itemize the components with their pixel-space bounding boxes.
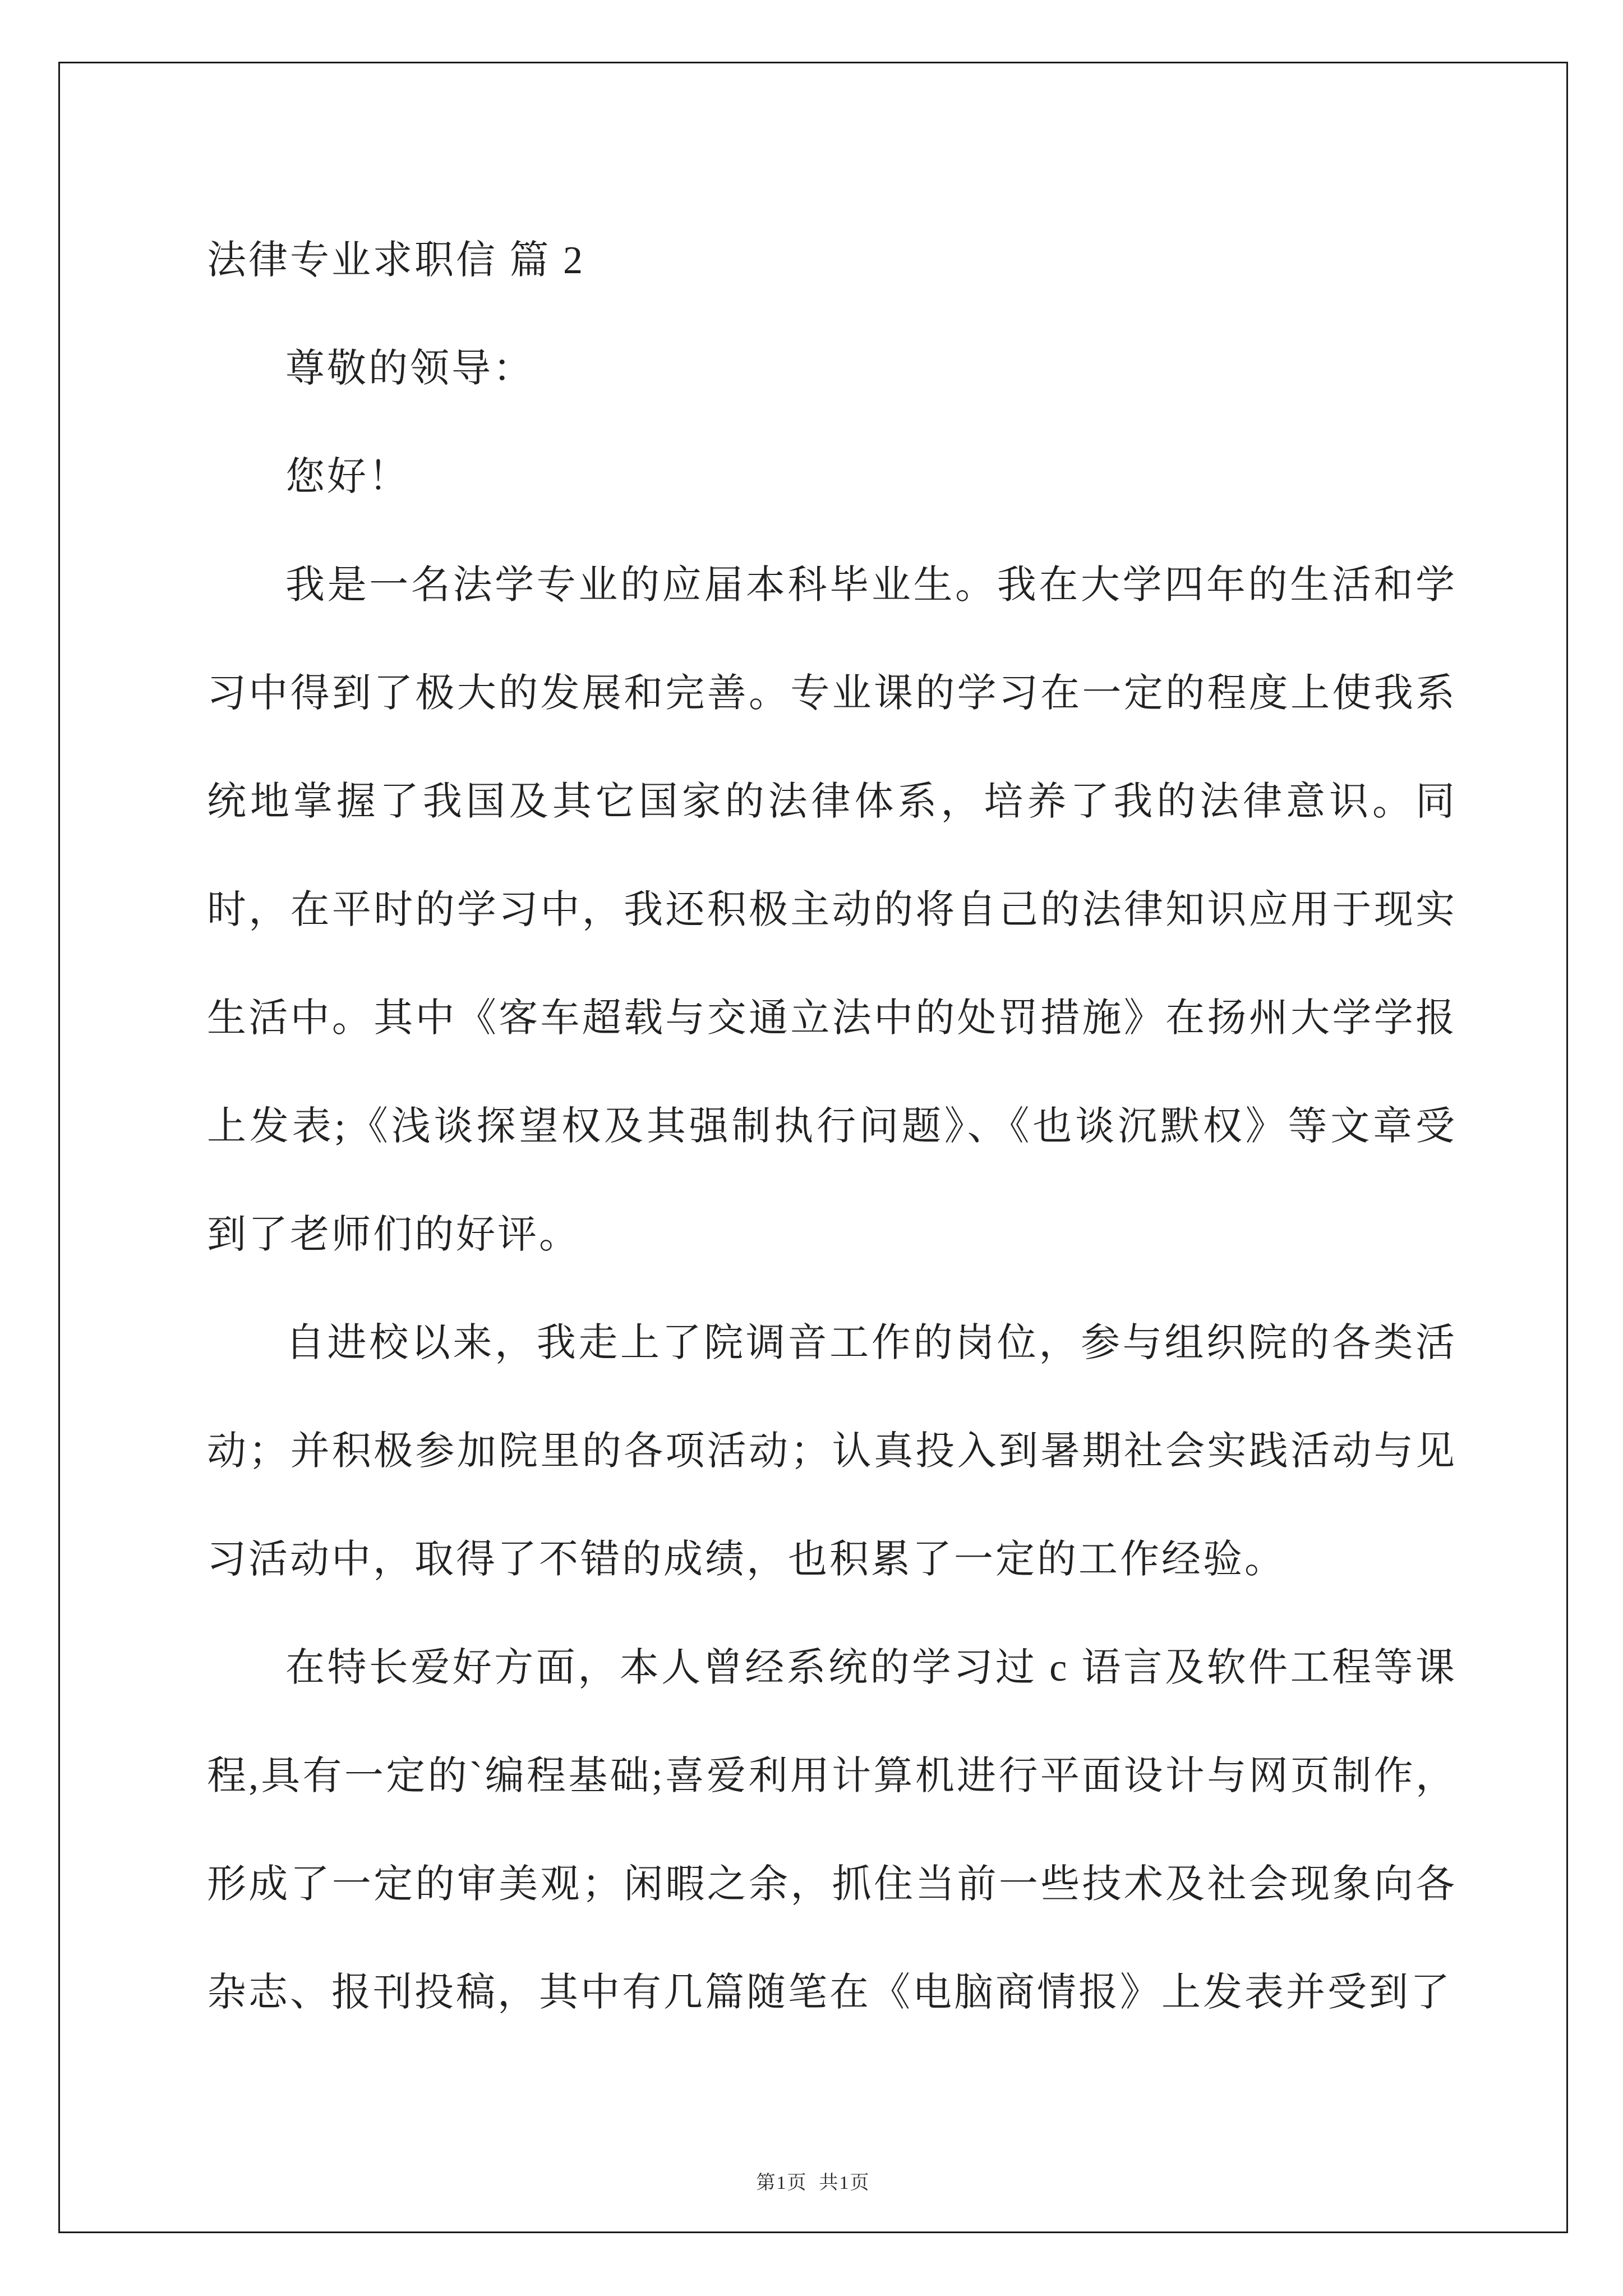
- page-number-footer: 第1页 共1页: [756, 2173, 870, 2193]
- body-paragraph-2: 自进校以来，我走上了院调音工作的岗位，参与组织院的各类活动；并积极参加院里的各项活动；认真投入到暑期社会实践活动与见习活动中，取得了不错的成绩，也积累了一定的工作经验。: [207, 1322, 1457, 1581]
- salutation-line: 尊敬的领导：: [285, 347, 534, 390]
- body-paragraph-1: 我是一名法学专业的应届本科毕业生。我在大学四年的生活和学习中得到了极大的发展和完善。专业课的学习在一定的程度上使我系统地掌握了我国及其它国家的法律体系，培养了我的法律意识。同时，在平时的学习中，我还积极主动的将自己的法律知识应用于现实生活中。其中《客车超载与交通立法中的处罚措施》在扬州大学学报上发表;《浅谈探望权及其强制执行问题》、《也谈沉默权》等文章受到了老师们的好评。: [207, 564, 1457, 1257]
- body-paragraph-3: 在特长爱好方面，本人曾经系统的学习过 c 语言及软件工程等课程,具有一定的`编程基础;喜爱利用计算机进行平面设计与网页制作，形成了一定的审美观；闲暇之余，抓住当前一些技术及社会现象向各杂志、报刊投稿，其中有几篇随笔在《电脑商情报》上发表并受到了: [207, 1646, 1457, 2014]
- document-content: [60, 63, 1566, 2047]
- greeting-line: 您好！: [285, 455, 410, 499]
- document-title: 法律专业求职信 篇 2: [207, 239, 585, 282]
- page-border-frame: [58, 62, 1568, 2233]
